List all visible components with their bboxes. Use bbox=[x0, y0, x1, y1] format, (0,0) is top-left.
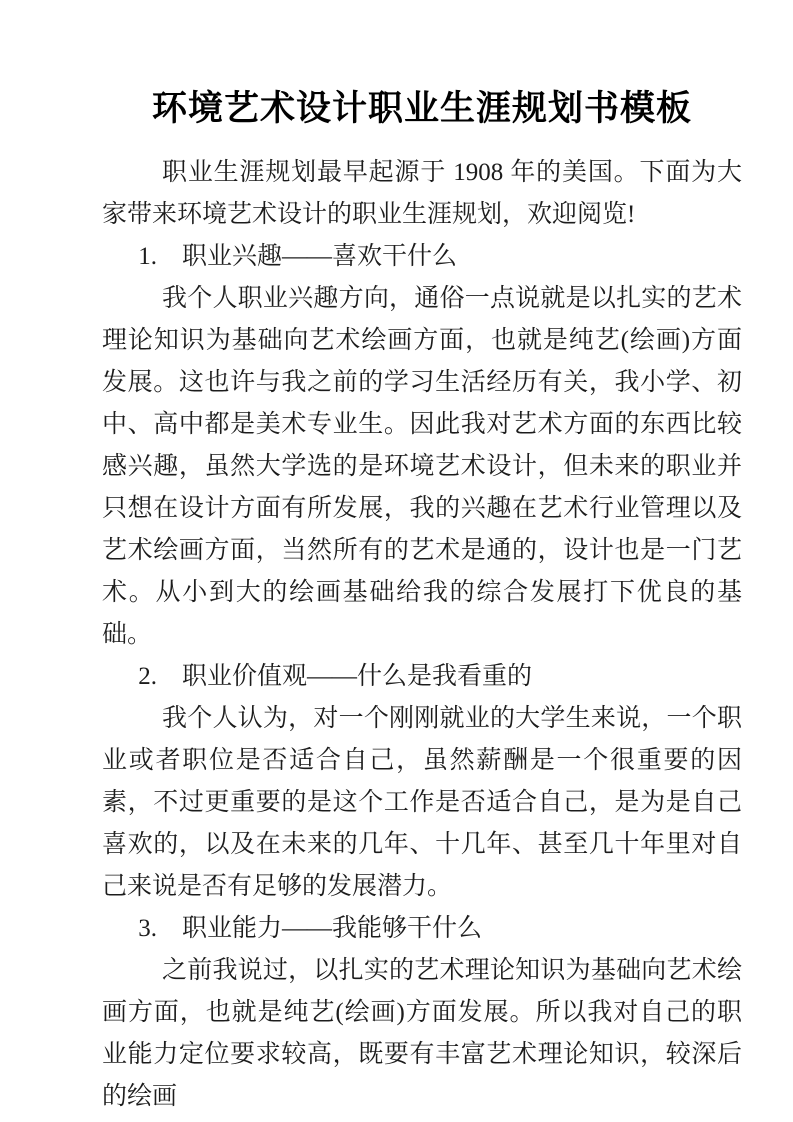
section-heading-career-interest: 1. 职业兴趣——喜欢干什么 bbox=[138, 243, 458, 270]
section-heading-career-ability: 3. 职业能力——我能够干什么 bbox=[138, 915, 483, 942]
paragraph-career-ability: 之前我说过，以扎实的艺术理论知识为基础向艺术绘画方面，也就是纯艺(绘画)方面发展。所以我对自己的职业能力定位要求较高，既要有丰富艺术理论知识，较深后的绘画 bbox=[102, 957, 742, 1110]
paragraph-career-interest: 我个人职业兴趣方向，通俗一点说就是以扎实的艺术理论知识为基础向艺术绘画方面，也就是纯艺(绘画)方面发展。这也许与我之前的学习生活经历有关，我小学、初中、高中都是美术专业生。因此我对艺术方面的东西比较感兴趣，虽然大学选的是环境艺术设计，但未来的职业并只想在设计方面有所发展，我的兴趣在艺术行业管理以及艺术绘画方面，当然所有的艺术是通的，设计也是一门艺术。从小到大的绘画基础给我的综合发展打下优良的基础。 bbox=[102, 285, 742, 648]
section-heading-career-values: 2. 职业价值观——什么是我看重的 bbox=[138, 663, 533, 690]
intro-paragraph: 职业生涯规划最早起源于 1908 年的美国。下面为大家带来环境艺术设计的职业生涯规划，欢迎阅览! bbox=[102, 159, 742, 228]
paragraph-career-values: 我个人认为，对一个刚刚就业的大学生来说，一个职业或者职位是否适合自己，虽然薪酬是一个很重要的因素，不过更重要的是这个工作是否适合自己，是为是自己喜欢的，以及在未来的几年、十几年、甚至几十年里对自己来说是否有足够的发展潜力。 bbox=[102, 705, 742, 900]
document-title: 环境艺术设计职业生涯规划书模板 bbox=[151, 89, 692, 128]
